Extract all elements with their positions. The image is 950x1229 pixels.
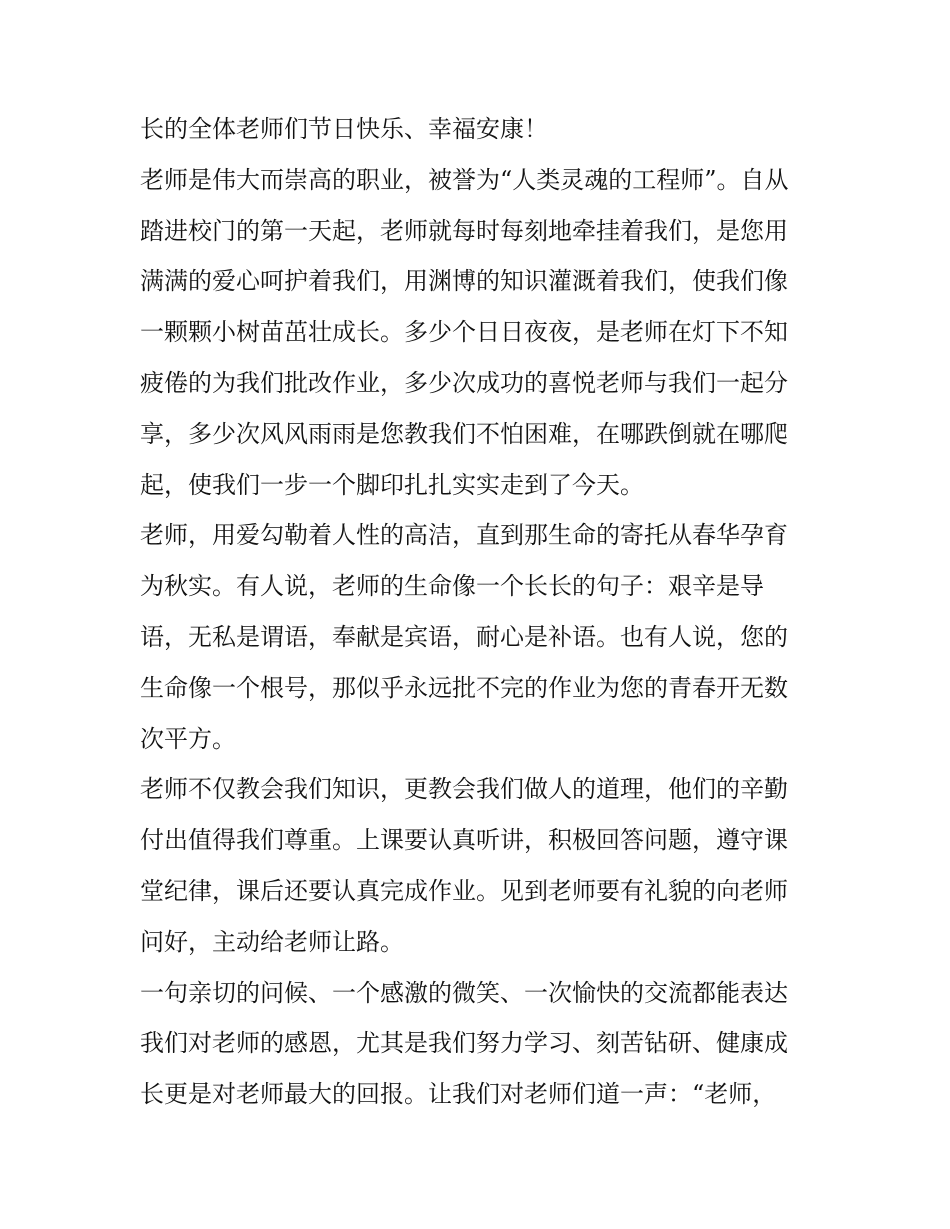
text-line: 付出值得我们尊重。上课要认真听讲，积极回答问题，遵守课 bbox=[140, 826, 788, 855]
text-line: 次平方。 bbox=[140, 724, 236, 753]
text-line: 享，多少次风风雨雨是您教我们不怕困难，在哪跌倒就在哪爬 bbox=[140, 419, 788, 448]
text-line: 堂纪律，课后还要认真完成作业。见到老师要有礼貌的向老师 bbox=[140, 876, 788, 905]
text-line: 为秋实。有人说，老师的生命像一个长长的句子：艰辛是导 bbox=[140, 572, 764, 601]
text-line: 老师是伟大而崇高的职业，被誉为“人类灵魂的工程师”。自从 bbox=[140, 165, 789, 194]
text-line: 满满的爱心呵护着我们，用渊博的知识灌溉着我们，使我们像 bbox=[140, 267, 788, 296]
text-line: 起，使我们一步一个脚印扎扎实实走到了今天。 bbox=[140, 470, 644, 499]
text-line: 一颗颗小树苗茁壮成长。多少个日日夜夜，是老师在灯下不知 bbox=[140, 318, 788, 347]
text-line: 老师不仅教会我们知识，更教会我们做人的道理，他们的辛勤 bbox=[140, 775, 788, 804]
text-line: 问好，主动给老师让路。 bbox=[140, 927, 404, 956]
text-line: 踏进校门的第一天起，老师就每时每刻地牵挂着我们，是您用 bbox=[140, 216, 788, 245]
text-line: 生命像一个根号，那似乎永远批不完的作业为您的青春开无数 bbox=[140, 673, 788, 702]
text-line: 一句亲切的问候、一个感激的微笑、一次愉快的交流都能表达 bbox=[140, 978, 788, 1007]
text-line: 语，无私是谓语，奉献是宾语，耐心是补语。也有人说，您的 bbox=[140, 622, 788, 651]
text-line: 老师，用爱勾勒着人性的高洁，直到那生命的寄托从春华孕育 bbox=[140, 521, 788, 550]
body-text bbox=[140, 104, 820, 1120]
text-line: 我们对老师的感恩，尤其是我们努力学习、刻苦钻研、健康成 bbox=[140, 1029, 788, 1058]
text-line: 疲倦的为我们批改作业，多少次成功的喜悦老师与我们一起分 bbox=[140, 368, 788, 397]
text-line: 长的全体老师们节日快乐、幸福安康！ bbox=[140, 115, 548, 143]
text-line: 长更是对老师最大的回报。让我们对老师们道一声：“老师， bbox=[140, 1080, 777, 1109]
